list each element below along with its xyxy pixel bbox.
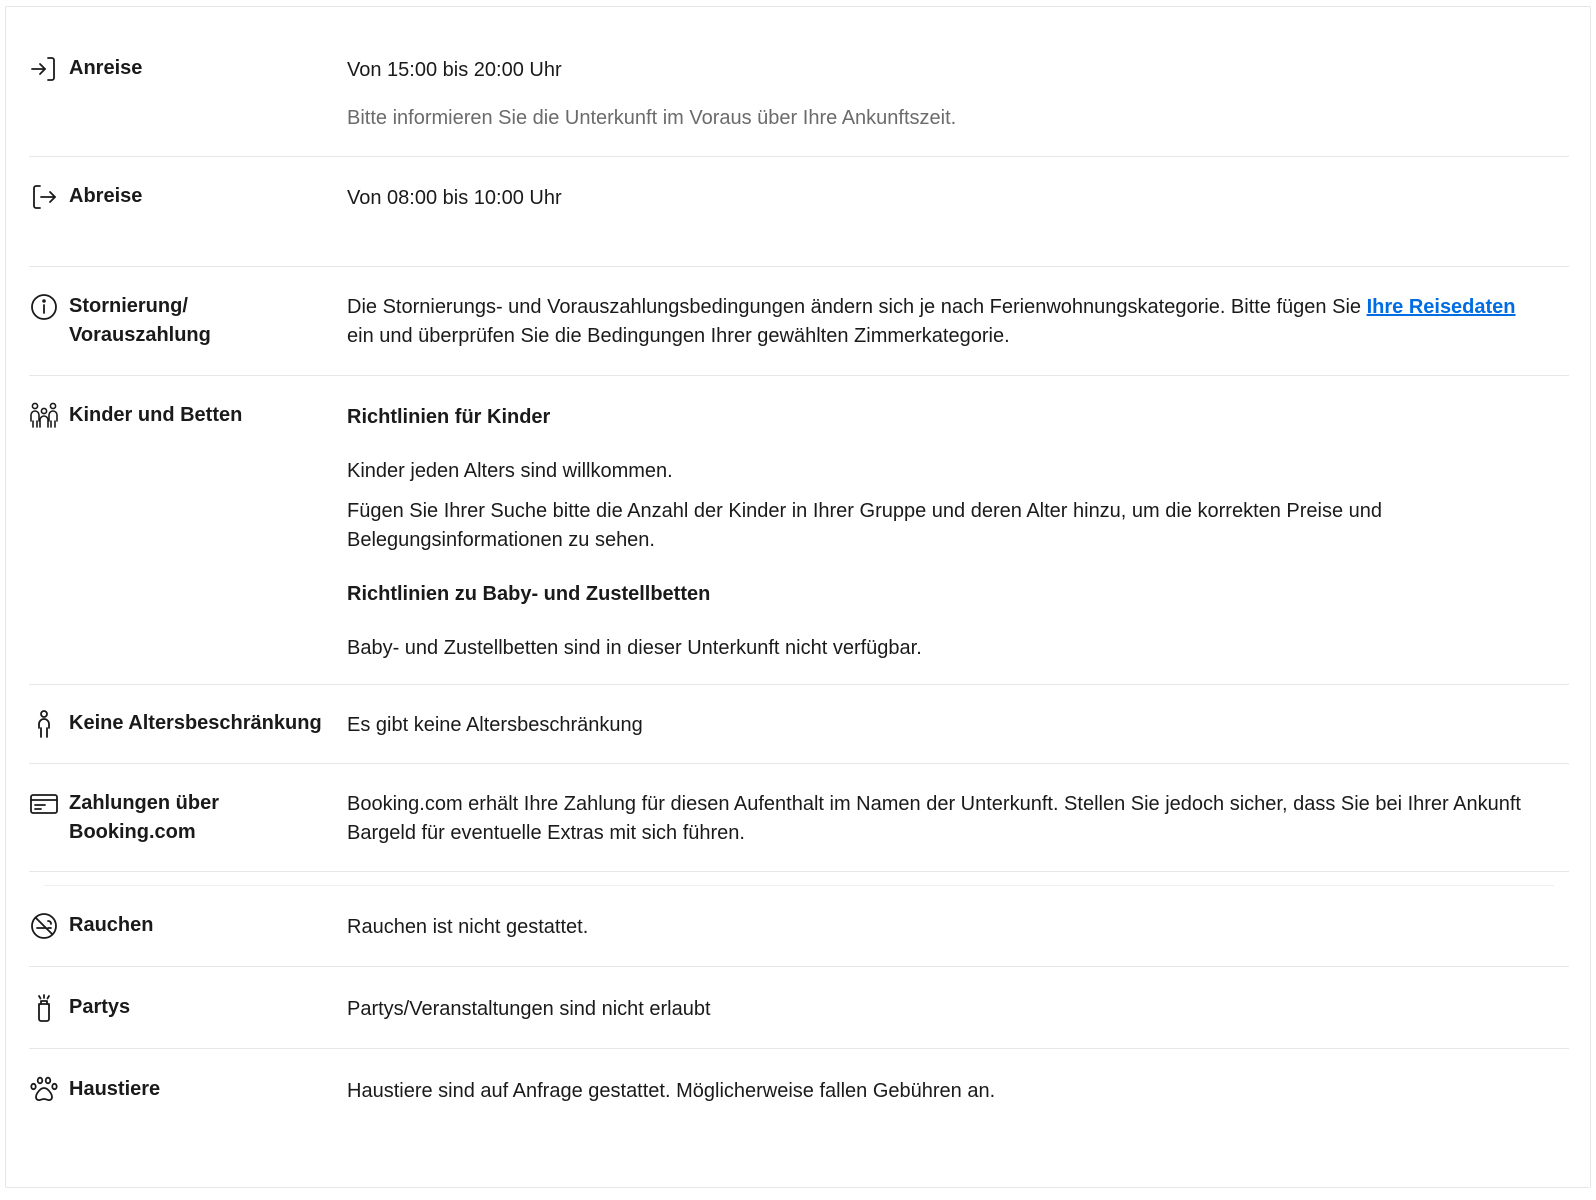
cancellation-text-after: ein und überprüfen Sie die Bedingungen Ihrer gewählten Zimmerkategorie. [347,325,1010,347]
divider [29,966,1569,967]
beds-note-text: Baby- und Zustellbetten sind in dieser Unterkunft nicht verfügbar. [347,637,922,659]
divider [29,1048,1569,1049]
beds-policy-heading: Richtlinien zu Baby- und Zustellbetten [347,583,711,605]
cancellation-text-before: Die Stornierungs- und Vorauszahlungsbedingungen ändern sich je nach Ferienwohnungskategorie. Bitte fügen Sie [347,296,1367,318]
checkin-time: Von 15:00 bis 20:00 Uhr [347,59,562,81]
checkout-time: Von 08:00 bis 10:00 Uhr [347,187,562,209]
cancellation-label-line1: Stornierung/ [69,295,188,317]
rule-label-age: Keine Altersbeschränkung [69,712,322,734]
divider [44,885,1554,886]
rule-label-children: Kinder und Betten [69,404,243,426]
payment-text: Booking.com erhält Ihre Zahlung für diesen Aufenthalt im Namen der Unterkunft. Stellen Sie jedoch sicher, dass Sie bei Ihrer Ankunft Bargeld für eventuelle Extras mit sich führen. [347,793,1521,844]
rule-label-cancellation [69,292,329,350]
children-welcome-text: Kinder jeden Alters sind willkommen. [347,460,673,482]
divider [29,375,1569,376]
divider [29,266,1569,267]
checkout-icon [29,182,59,212]
smoking-text: Rauchen ist nicht gestattet. [347,916,589,938]
paw-icon [29,1075,59,1105]
rule-content-cancellation [347,293,1547,351]
party-icon [29,993,59,1023]
rule-content-payment [347,790,1547,848]
age-text: Es gibt keine Altersbeschränkung [347,714,643,736]
payment-label-line2: Booking.com [69,821,196,843]
children-note-text: Fügen Sie Ihrer Suche bitte die Anzahl der Kinder in Ihrer Gruppe und deren Alter hinzu, um die korrekten Preise und Belegungsinformationen zu sehen. [347,500,1383,551]
payment-label-line1: Zahlungen über [69,792,219,814]
divider [29,684,1569,685]
rule-content-smoking [347,913,1547,942]
divider [29,156,1569,157]
credit-card-icon [29,789,59,819]
cancellation-text [347,293,1547,351]
rule-content-pets [347,1077,1547,1106]
rule-label-parties: Partys [69,996,131,1018]
info-icon [29,292,59,322]
rule-content-children [347,403,1547,663]
checkin-note: Bitte informieren Sie die Unterkunft im Voraus über Ihre Ankunftszeit. [347,107,957,129]
children-policy-heading: Richtlinien für Kinder [347,406,551,428]
cancellation-label-line2: Vorauszahlung [69,324,211,346]
travel-dates-link[interactable]: Ihre Reisedaten [1366,296,1516,318]
pets-text: Haustiere sind auf Anfrage gestattet. Möglicherweise fallen Gebühren an. [347,1080,996,1102]
rule-label-payment [69,789,329,847]
rule-label-checkout: Abreise [69,185,143,207]
parties-text: Partys/Veranstaltungen sind nicht erlaubt [347,998,711,1020]
rule-content-checkout [347,184,1547,213]
divider [29,763,1569,764]
family-icon [29,401,59,431]
no-smoking-icon [29,911,59,941]
person-icon [29,709,59,739]
rule-label-smoking: Rauchen [69,914,154,936]
rule-label-pets: Haustiere [69,1078,161,1100]
rule-content-parties [347,995,1547,1024]
checkin-icon [29,54,59,84]
rule-label-checkin: Anreise [69,57,143,79]
rule-content-checkin [347,56,1547,133]
divider [29,871,1569,872]
rule-content-age [347,711,1547,740]
